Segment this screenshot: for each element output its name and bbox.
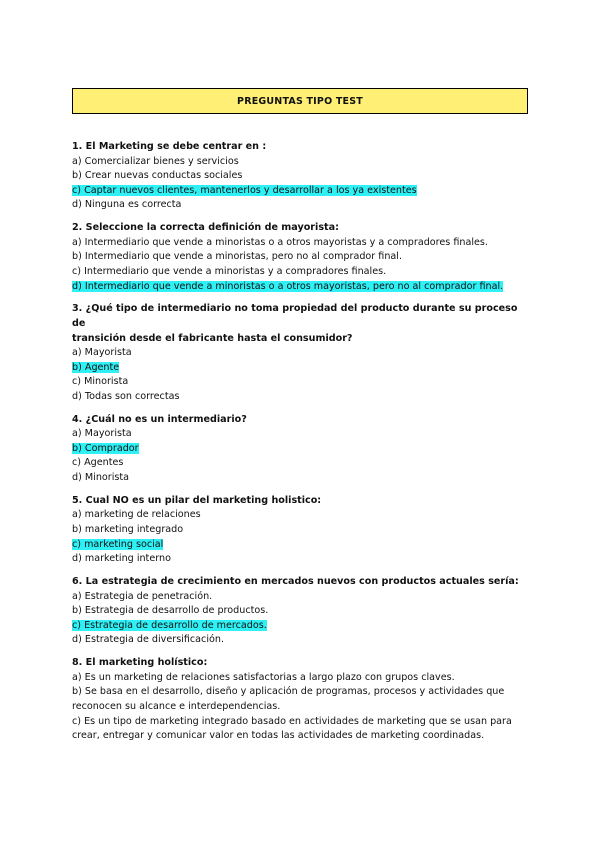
question-6 — [72, 575, 532, 648]
option-d: d) Ninguna es correcta — [72, 199, 182, 211]
option-a: a) marketing de relaciones — [72, 509, 201, 521]
option-a: a) Mayorista — [72, 428, 132, 440]
question-4 — [72, 413, 532, 486]
option-b: b) Intermediario que vende a minoristas, pero no al comprador final. — [72, 251, 403, 263]
question-1 — [72, 140, 532, 213]
question-title: 8. El marketing holístico: — [72, 657, 208, 669]
option-c-correct: c) Captar nuevos clientes, mantenerlos y desarrollar a los ya existentes — [72, 184, 417, 196]
question-5 — [72, 494, 532, 567]
option-d-correct: d) Intermediario que vende a minoristas o a otros mayoristas, pero no al comprador final. — [72, 280, 504, 292]
question-title-line-1: 3. ¿Qué tipo de intermediario no toma propiedad del producto durante su proceso de — [72, 303, 518, 329]
option-d: d) Minorista — [72, 472, 130, 484]
option-a: a) Intermediario que vende a minoristas o a otros mayoristas y a compradores finales. — [72, 236, 488, 248]
question-title: 4. ¿Cuál no es un intermediario? — [72, 413, 247, 425]
option-c: c) Intermediario que vende a minoristas y a compradores finales. — [72, 265, 387, 277]
option-b: b) marketing integrado — [72, 524, 184, 535]
option-a: a) Mayorista — [72, 347, 132, 359]
option-b: b) Crear nuevas conductas sociales — [72, 170, 243, 182]
option-b-line-2: reconocen su alcance e interdependencias. — [72, 700, 281, 712]
option-d: d) Todas son correctas — [72, 390, 180, 402]
option-c-line-1: c) Es un tipo de marketing integrado basado en actividades de marketing que se usan para — [72, 715, 512, 727]
question-title: 1. El Marketing se debe centrar en : — [72, 141, 267, 152]
question-title: 5. Cual NO es un pilar del marketing holistico: — [72, 494, 322, 506]
option-b: b) Estrategia de desarrollo de productos. — [72, 605, 269, 617]
option-c: c) Agentes — [72, 457, 124, 469]
option-d: d) marketing interno — [72, 553, 171, 565]
option-b-correct: b) Agente — [72, 361, 120, 373]
option-a: a) Comercializar bienes y servicios — [72, 155, 239, 167]
option-d: d) Estrategia de diversificación. — [72, 634, 224, 646]
question-title: 6. La estrategia de crecimiento en mercados nuevos con productos actuales sería: — [72, 575, 519, 587]
option-c: c) Minorista — [72, 376, 129, 388]
question-8 — [72, 656, 532, 744]
option-b-line-1: b) Se basa en el desarrollo, diseño y aplicación de programas, procesos y actividades que — [72, 686, 505, 698]
option-c-correct: c) Estrategia de desarrollo de mercados. — [72, 619, 267, 631]
question-title: 2. Seleccione la correcta definición de mayorista: — [72, 222, 339, 234]
question-title-line-2: transición desde el fabricante hasta el consumidor? — [72, 332, 353, 344]
option-a: a) Estrategia de penetración. — [72, 590, 213, 602]
question-list — [72, 140, 532, 752]
option-a: a) Es un marketing de relaciones satisfactorias a largo plazo con grupos claves. — [72, 671, 455, 683]
option-c-line-2: crear, entregar y comunicar valor en todas las actividades de marketing coordinadas. — [72, 730, 485, 742]
question-3 — [72, 302, 532, 404]
option-b-correct: b) Comprador — [72, 442, 139, 454]
question-2 — [72, 221, 532, 294]
page-title: PREGUNTAS TIPO TEST — [237, 95, 363, 107]
option-c-correct: c) marketing social — [72, 538, 164, 550]
title-box — [72, 88, 528, 114]
